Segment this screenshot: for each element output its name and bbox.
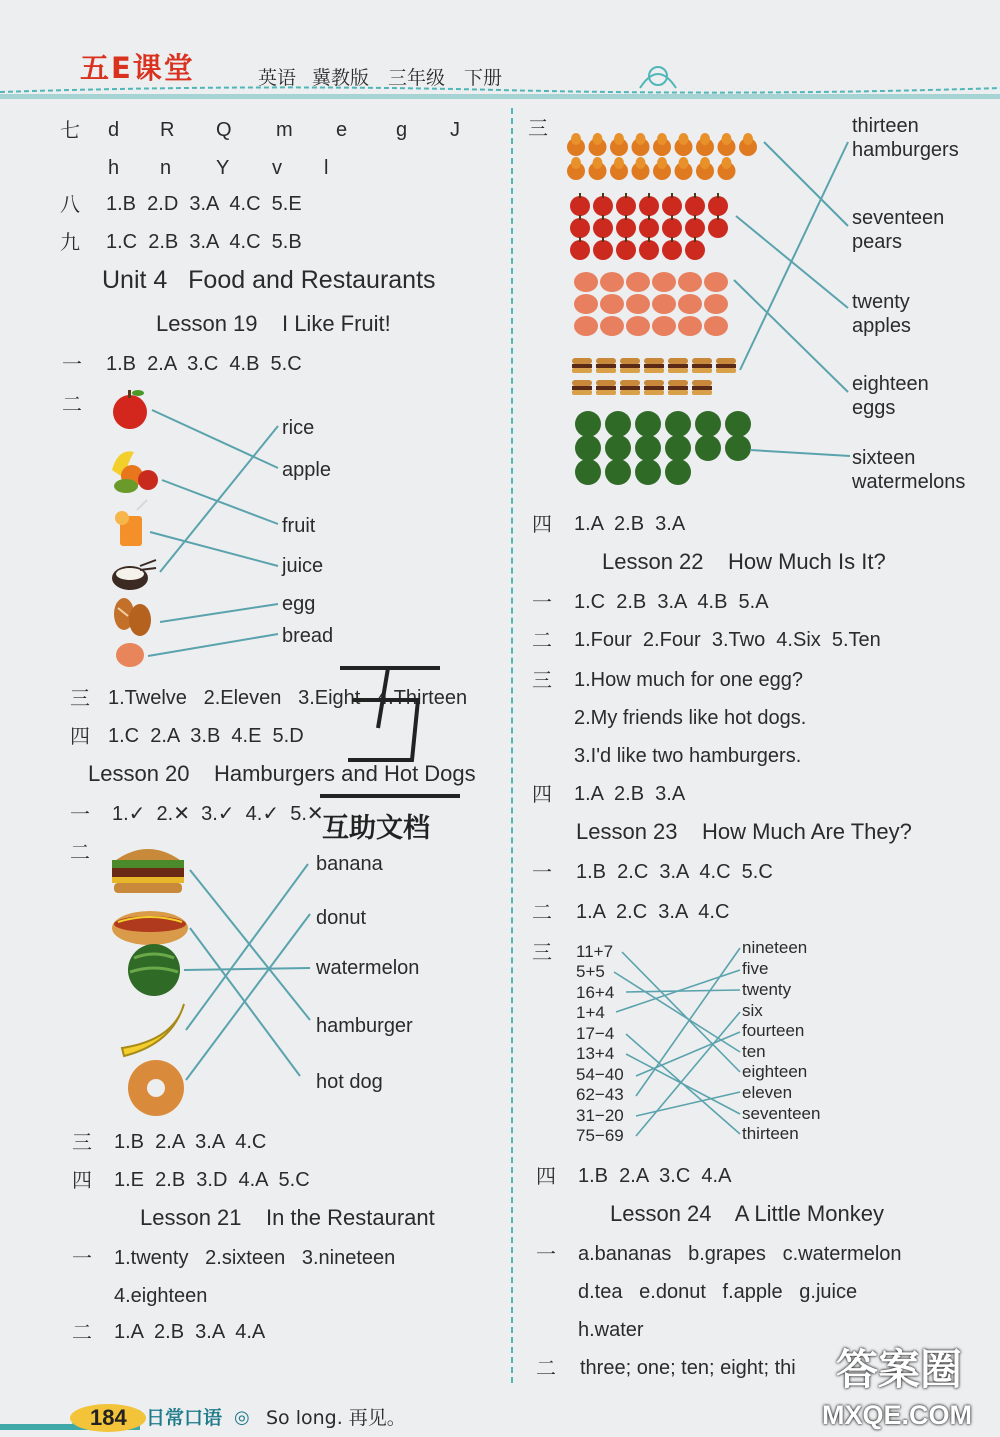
q8-answers: 1.B 2.D 3.A 4.C 5.E bbox=[106, 193, 302, 215]
l19-q4-number: 四 bbox=[70, 724, 90, 748]
l23-expr: 1+4 bbox=[576, 1003, 605, 1022]
q7-letter: n bbox=[160, 157, 172, 179]
l23-word: five bbox=[742, 959, 769, 978]
logo: 五E课堂 bbox=[80, 51, 195, 85]
q7-letter: R bbox=[160, 119, 175, 141]
l20-q3-number: 三 bbox=[72, 1130, 92, 1154]
l21-q2-answers: 1.A 2.B 3.A 4.A bbox=[114, 1321, 266, 1343]
l21-q1-answers-cont: 4.eighteen bbox=[114, 1285, 208, 1307]
l23-q2-number: 二 bbox=[532, 900, 552, 924]
l23-word: eighteen bbox=[742, 1062, 808, 1081]
l23-q2-answers: 1.A 2.C 3.A 4.C bbox=[576, 901, 730, 923]
l19-q1-number: 一 bbox=[62, 352, 82, 376]
header-grade: 三年级 bbox=[388, 67, 446, 89]
l20-q3-answers: 1.B 2.A 3.A 4.C bbox=[114, 1131, 267, 1153]
l23-q1-number: 一 bbox=[532, 860, 552, 884]
l23-q4-number: 四 bbox=[536, 1164, 556, 1188]
l19-q4-answers: 1.C 2.A 3.B 4.E 5.D bbox=[108, 725, 304, 747]
l22-q2-number: 二 bbox=[532, 628, 552, 652]
l22-q4-number: 四 bbox=[532, 782, 552, 806]
l23-word: nineteen bbox=[742, 938, 808, 957]
q7-letter: Y bbox=[216, 157, 230, 179]
unit-title: Unit 4 Food and Restaurants bbox=[102, 266, 436, 294]
l23-word: seventeen bbox=[742, 1104, 821, 1123]
l20-word: hot dog bbox=[316, 1071, 383, 1093]
count-word: seventeen bbox=[852, 207, 945, 229]
page-number: 184 bbox=[90, 1405, 127, 1430]
l22-q3-line: 2.My friends like hot dogs. bbox=[574, 707, 807, 729]
q7-letter: m bbox=[276, 119, 293, 141]
l23-word: thirteen bbox=[742, 1124, 799, 1143]
footer-bullet-icon: ◎ bbox=[234, 1407, 250, 1428]
l23-expr: 5+5 bbox=[576, 962, 605, 981]
count-word: twenty bbox=[852, 291, 910, 313]
l23-word: eleven bbox=[742, 1083, 793, 1102]
lesson19-title: Lesson 19 I Like Fruit! bbox=[156, 311, 391, 336]
l23-expr: 31−20 bbox=[576, 1106, 624, 1125]
l19-word: fruit bbox=[282, 515, 316, 537]
l19-q2-number: 二 bbox=[62, 392, 82, 416]
header-subject: 英语 bbox=[258, 67, 297, 89]
q9-number: 九 bbox=[60, 230, 80, 254]
l19-word: egg bbox=[282, 593, 316, 615]
l19-word: juice bbox=[282, 555, 324, 577]
l22-q3-line: 3.I'd like two hamburgers. bbox=[574, 745, 802, 767]
l24-q1-line: a.bananas b.grapes c.watermelon bbox=[578, 1243, 902, 1265]
l23-word: ten bbox=[742, 1042, 766, 1061]
q9-answers: 1.C 2.B 3.A 4.C 5.B bbox=[106, 231, 302, 253]
footer-tag: 日常口语 bbox=[146, 1407, 223, 1429]
r-q4-answers: 1.A 2.B 3.A bbox=[574, 513, 686, 535]
l23-expr: 11+7 bbox=[576, 942, 614, 961]
header-volume: 下册 bbox=[464, 67, 503, 89]
l21-q1-answers: 1.twenty 2.sixteen 3.nineteen bbox=[114, 1247, 396, 1269]
l23-q1-answers: 1.B 2.C 3.A 4.C 5.C bbox=[576, 861, 773, 883]
count-word: sixteen bbox=[852, 447, 916, 469]
lesson23-title: Lesson 23 How Much Are They? bbox=[576, 819, 912, 844]
corner-watermark-en: MXQE.COM bbox=[822, 1400, 973, 1430]
l23-q3-number: 三 bbox=[532, 940, 552, 964]
l19-q3-answers: 1.Twelve 2.Eleven 3.Eight 4.Thirteen bbox=[108, 687, 468, 709]
l21-q1-number: 一 bbox=[72, 1246, 92, 1270]
l22-q2-answers: 1.Four 2.Four 3.Two 4.Six 5.Ten bbox=[574, 629, 881, 651]
r-q4-number: 四 bbox=[532, 512, 552, 536]
q8-number: 八 bbox=[60, 192, 80, 216]
l22-q3-line: 1.How much for one egg? bbox=[574, 669, 804, 691]
l24-q2-answers: three; one; ten; eight; thi bbox=[580, 1357, 796, 1379]
l19-word: bread bbox=[282, 625, 334, 647]
q7-letter: h bbox=[108, 157, 120, 179]
l19-word: rice bbox=[282, 417, 315, 439]
corner-watermark-cn: 答案圈 bbox=[836, 1345, 963, 1394]
count-word: apples bbox=[852, 315, 911, 337]
l22-q1-number: 一 bbox=[532, 590, 552, 614]
l21-q2-number: 二 bbox=[72, 1320, 92, 1344]
l24-q2-number: 二 bbox=[536, 1356, 556, 1380]
l20-q4-number: 四 bbox=[72, 1168, 92, 1192]
l19-q3-number: 三 bbox=[70, 686, 90, 710]
l23-q4-answers: 1.B 2.A 3.C 4.A bbox=[578, 1165, 732, 1187]
l23-word: twenty bbox=[742, 980, 792, 999]
footer-phrase: So long. 再见。 bbox=[266, 1407, 406, 1429]
l24-q1-number: 一 bbox=[536, 1242, 556, 1266]
count-word: thirteen bbox=[852, 115, 919, 137]
l23-expr: 16+4 bbox=[576, 983, 615, 1002]
l23-expr: 62−43 bbox=[576, 1085, 624, 1104]
l19-word: apple bbox=[282, 459, 331, 481]
l22-q4-answers: 1.A 2.B 3.A bbox=[574, 783, 686, 805]
q7-letter: l bbox=[324, 157, 329, 179]
q7-letter: v bbox=[272, 157, 282, 179]
l24-q1-line: h.water bbox=[578, 1319, 644, 1341]
count-word: eighteen bbox=[852, 373, 929, 395]
q7-letter: d bbox=[108, 119, 120, 141]
count-word: pears bbox=[852, 231, 903, 253]
q7-letter: e bbox=[336, 119, 348, 141]
l23-expr: 54−40 bbox=[576, 1065, 624, 1084]
l20-word: donut bbox=[316, 907, 367, 929]
l20-q4-answers: 1.E 2.B 3.D 4.A 5.C bbox=[114, 1169, 310, 1191]
l23-expr: 13+4 bbox=[576, 1044, 615, 1063]
lesson22-title: Lesson 22 How Much Is It? bbox=[602, 549, 886, 574]
count-word: eggs bbox=[852, 397, 896, 419]
l20-q2-number: 二 bbox=[70, 840, 90, 864]
l20-q1-number: 一 bbox=[70, 802, 90, 826]
q7-letter: Q bbox=[216, 119, 232, 141]
count-word: hamburgers bbox=[852, 139, 959, 161]
l24-q1-line: d.tea e.donut f.apple g.juice bbox=[578, 1281, 858, 1303]
lesson20-title: Lesson 20 Hamburgers and Hot Dogs bbox=[88, 761, 476, 786]
l23-expr: 17−4 bbox=[576, 1024, 615, 1043]
header-edition: 冀教版 bbox=[312, 67, 370, 89]
l22-q3-number: 三 bbox=[532, 668, 552, 692]
l23-word: fourteen bbox=[742, 1021, 805, 1040]
q7-letter: g bbox=[396, 119, 408, 141]
q7-number: 七 bbox=[60, 118, 80, 142]
l20-q1-answers: 1.✓ 2.✕ 3.✓ 4.✓ 5.✕ bbox=[112, 803, 324, 825]
l19-q1-answers: 1.B 2.A 3.C 4.B 5.C bbox=[106, 353, 302, 375]
l20-word: hamburger bbox=[316, 1015, 413, 1037]
lesson24-title: Lesson 24 A Little Monkey bbox=[610, 1201, 884, 1226]
l23-expr: 75−69 bbox=[576, 1126, 624, 1145]
r-q3-number: 三 bbox=[528, 116, 548, 140]
l22-q1-answers: 1.C 2.B 3.A 4.B 5.A bbox=[574, 591, 769, 613]
lesson21-title: Lesson 21 In the Restaurant bbox=[140, 1205, 435, 1230]
watermark-text: 互助文档 bbox=[322, 813, 430, 844]
l20-word: watermelon bbox=[316, 957, 420, 979]
l23-word: six bbox=[742, 1001, 763, 1020]
q7-letter: J bbox=[450, 119, 460, 141]
count-word: watermelons bbox=[852, 471, 966, 493]
l20-word: banana bbox=[316, 853, 383, 875]
